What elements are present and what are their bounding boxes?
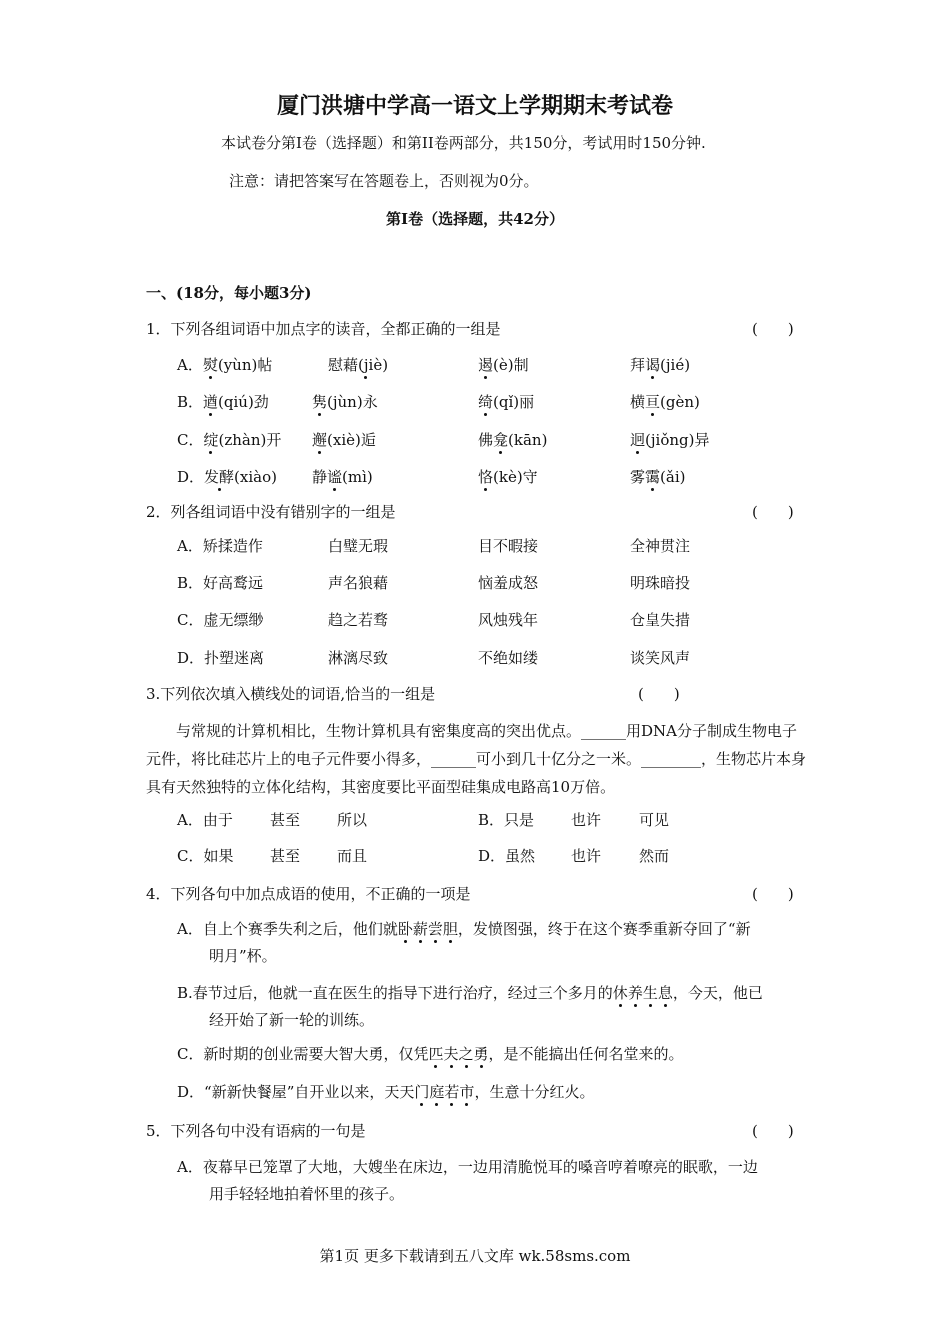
q1-option-a: A．熨(yùn)帖	[177, 356, 273, 374]
idiom-wo-xin-chang-dan: 卧薪尝胆	[397, 920, 458, 938]
exam-intro: 本试卷分第Ⅰ卷（选择题）和第II卷两部分，共150分，考试用时150分钟.	[221, 134, 706, 152]
exam-notice: 注意：请把答案写在答题卷上，否则视为0分。	[229, 172, 539, 190]
q2-option-c: C．虚无缥缈	[177, 611, 264, 629]
idiom-pi-fu-zhi-yong: 匹夫之勇	[428, 1045, 489, 1063]
q5-stem: 5．下列各句中没有语病的一句是	[146, 1122, 366, 1140]
q2-option-b: B．好高鹜远	[177, 574, 264, 592]
q1-option-d: D．发酵(xiào)	[177, 468, 277, 486]
part1-title: 第Ⅰ卷（选择题，共42分）	[386, 210, 564, 228]
q1-stem: 1．下列各组词语中加点字的读音，全都正确的一组是	[146, 320, 501, 338]
q5-option-a: A．夜幕早已笼罩了大地，大嫂坐在床边，一边用清脆悦耳的嗓音哼着嘹亮的眠歌，一边	[177, 1158, 758, 1176]
q4-option-c: C．新时期的创业需要大智大勇，仅凭匹夫之勇，是不能搞出任何名堂来的。	[177, 1045, 684, 1063]
q2-option-a: A．矫揉造作	[177, 537, 263, 555]
q1-answer-bracket: ( )	[752, 320, 794, 338]
q2-stem: 2．列各组词语中没有错别字的一组是	[146, 503, 396, 521]
q2-option-d: D．扑塑迷离	[177, 649, 265, 667]
q4-option-d: D．“新新快餐屋”自开业以来，天天门庭若市，生意十分红火。	[177, 1083, 595, 1101]
q3-option-a: A．由于	[177, 811, 233, 829]
q4-option-a: A．自上个赛季失利之后，他们就卧薪尝胆，发愤图强，终于在这个赛季重新夺回了“新	[177, 920, 751, 938]
q4-option-b: B.春节过后，他就一直在医生的指导下进行治疗，经过三个多月的休养生息，今天，他已	[177, 984, 763, 1002]
q3-option-b: B．只是	[478, 811, 535, 829]
q3-option-d: D．虽然	[478, 847, 536, 865]
idiom-men-ting-ruo-shi: 门庭若市	[414, 1083, 475, 1101]
q3-option-c: C．如果	[177, 847, 234, 865]
q3-answer-bracket: ( )	[638, 685, 680, 703]
q3-passage: 与常规的计算机相比，生物计算机具有密集度高的突出优点。______用DNA分子制成生物电子元件，将比硅芯片上的电子元件要小得多，______可小到几十亿分之一米。________，生物芯片本身具有天然独特的立体化结构，其密度要比平面型硅集成电路高10万倍。	[146, 722, 807, 796]
section1-title: 一、(18分，每小题3分)	[146, 284, 312, 302]
q3-stem: 3.下列依次填入横线处的词语,恰当的一组是	[146, 685, 436, 703]
q5-answer-bracket: ( )	[752, 1122, 794, 1140]
q2-answer-bracket: ( )	[752, 503, 794, 521]
q4-answer-bracket: ( )	[752, 885, 794, 903]
idiom-xiu-yang-sheng-xi: 休养生息	[612, 984, 673, 1002]
page-title: 厦门洪塘中学高一语文上学期期末考试卷	[276, 93, 673, 119]
q1-option-c: C．绽(zhàn)开	[177, 431, 282, 449]
q1-option-b: B．遒(qiú)劲	[177, 393, 269, 411]
q4-stem: 4．下列各句中加点成语的使用，不正确的一项是	[146, 885, 471, 903]
page-footer: 第1页 更多下载请到五八文库 wk.58sms.com	[319, 1247, 631, 1265]
